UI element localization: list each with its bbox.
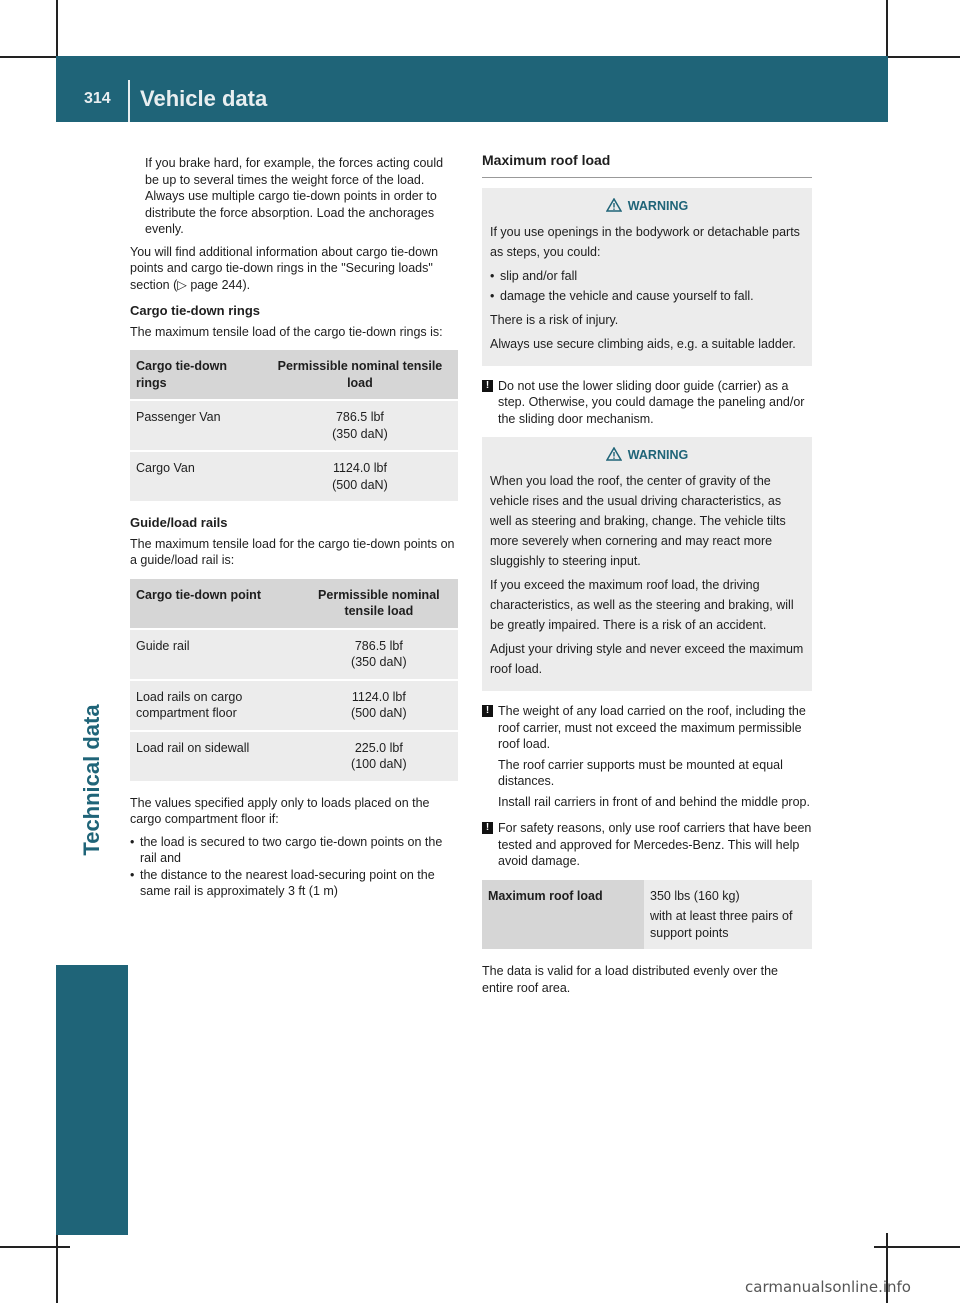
warning-header [490, 196, 804, 216]
load-lbf: 1124.0 lbf [351, 689, 406, 704]
notice-text: The roof carrier supports must be mounted at equal distances. [498, 757, 783, 788]
warning-text: If you exceed the maximum roof load, the driving characteristics, as well as the steering and braking, will be greatly impaired. There is a risk of an accident. [490, 578, 794, 632]
left-column [130, 155, 458, 900]
table-row [130, 680, 458, 731]
load-dan: (350 daN) [332, 426, 388, 441]
rails-intro: The maximum tensile load for the cargo tie-down points on a guide/load rail is: [130, 536, 455, 567]
load-lbf: 1124.0 lbf [332, 461, 387, 475]
rails-table [130, 579, 458, 781]
rings-table [130, 350, 458, 501]
roof-load-heading: Maximum roof load [482, 152, 812, 178]
table-cell [644, 880, 812, 950]
table-cell [262, 451, 458, 501]
warning-advice: Always use secure climbing aids, e.g. a suitable ladder. [490, 336, 796, 351]
warning-text: When you load the roof, the center of gravity of the vehicle rises and the usual driving characteristics, as well as steering and braking, change. The vehicle tilts more severely when cornering and may react more sluggishly to steering input. [490, 474, 786, 568]
table-header-cell: Cargo tie-down point [130, 579, 300, 629]
table-header-row [130, 350, 458, 400]
load-dan: (500 daN) [332, 477, 388, 492]
more-info-paragraph: You will find additional information about cargo tie-down points and cargo tie-down rings in the "Securing loads" section (▷ page 244). [130, 244, 439, 292]
load-lbf: 225.0 lbf [354, 740, 403, 755]
side-tab-block [56, 965, 128, 1235]
intro-paragraph: If you brake hard, for example, the forces acting could be up to several times the weight force of the load. Always use multiple cargo tie-down points in order to distribute the force absorption. Load the anchorages evenly. [145, 156, 444, 236]
notice-box [482, 378, 812, 428]
warning-label: WARNING [627, 448, 689, 462]
table-cell: Passenger Van [130, 400, 262, 451]
load-lbf: 786.5 lbf [335, 410, 384, 424]
warning-header [490, 445, 804, 465]
table-header-cell: Cargo tie-down rings [130, 350, 262, 400]
rings-intro: The maximum tensile load of the cargo tie-down rings is: [130, 324, 443, 339]
warning-box [482, 437, 812, 691]
warning-risk: There is a risk of injury. [490, 312, 619, 327]
table-header-cell: Maximum roof load [482, 880, 644, 950]
list-item: • slip and/or fall [490, 266, 804, 286]
table-cell [300, 680, 458, 731]
exclamation-icon: ! [482, 705, 493, 717]
section-title: Vehicle data [140, 86, 268, 111]
values-note: The values specified apply only to loads placed on the cargo compartment floor if: [130, 795, 430, 826]
warning-box [482, 188, 812, 366]
roof-load-table [482, 880, 812, 950]
crop-mark [0, 1246, 70, 1248]
table-row [130, 629, 458, 680]
table-row [482, 880, 812, 950]
load-lbf: 786.5 lbf [354, 638, 403, 653]
list-item: • the load is secured to two cargo tie-down points on the rail and [130, 834, 458, 867]
footer-note: The data is valid for a load distributed evenly over the entire roof area. [482, 964, 779, 995]
table-cell: Guide rail [130, 629, 300, 680]
warning-text: Adjust your driving style and never exceed the maximum roof load. [490, 642, 804, 676]
table-cell [300, 629, 458, 680]
watermark: carmanualsonline.info [745, 1278, 911, 1296]
crop-mark [874, 1246, 960, 1248]
warning-triangle-icon [606, 198, 622, 212]
table-row [130, 400, 458, 451]
table-header-row [130, 579, 458, 629]
right-column [482, 152, 812, 1002]
table-header-cell: Permissible nominal tensile load [300, 579, 458, 629]
list-item: • the distance to the nearest load-securing point on the same rail is approximately 3 ft (1 m) [130, 867, 458, 900]
notice-text: Install rail carriers in front of and behind the middle prop. [498, 794, 810, 809]
side-tab-label: Technical data [79, 704, 104, 856]
list-item: • damage the vehicle and cause yourself to fall. [490, 286, 804, 306]
notice-box [482, 820, 812, 870]
table-cell: Load rails on cargo compartment floor [130, 680, 300, 731]
table-cell [262, 400, 458, 451]
page-number: 314 [84, 90, 111, 107]
table-row [130, 451, 458, 501]
table-cell: Cargo Van [130, 451, 262, 501]
load-dan: (500 daN) [351, 706, 407, 720]
load-dan: (100 daN) [351, 757, 407, 771]
crop-mark [56, 1233, 58, 1303]
table-header-cell: Permissible nominal tensile load [262, 350, 458, 400]
table-cell [300, 731, 458, 781]
exclamation-icon: ! [482, 380, 493, 392]
warning-triangle-icon [606, 447, 622, 461]
load-dan: (350 daN) [351, 655, 407, 669]
notice-box [482, 703, 812, 810]
table-row [130, 731, 458, 781]
rails-heading: Guide/load rails [130, 515, 228, 530]
notice-text: For safety reasons, only use roof carriers that have been tested and approved for Mercedes-Benz. This will help avoid damage. [498, 821, 812, 868]
roof-load-detail: with at least three pairs of support points [650, 909, 793, 940]
header-divider [128, 80, 130, 122]
table-cell: Load rail on sidewall [130, 731, 300, 781]
warning-label: WARNING [627, 198, 689, 213]
exclamation-icon: ! [482, 822, 493, 834]
notice-text: Do not use the lower sliding door guide (carrier) as a step. Otherwise, you could damage the paneling and/or the sliding door mechanism. [498, 378, 805, 426]
notice-text: The weight of any load carried on the roof, including the roof carrier, must not exceed the maximum permissible roof load. [498, 704, 806, 751]
warning-text: If you use openings in the bodywork or detachable parts as steps, you could: [490, 224, 800, 259]
rings-heading: Cargo tie-down rings [130, 303, 260, 318]
roof-load-value: 350 lbs (160 kg) [650, 888, 740, 903]
